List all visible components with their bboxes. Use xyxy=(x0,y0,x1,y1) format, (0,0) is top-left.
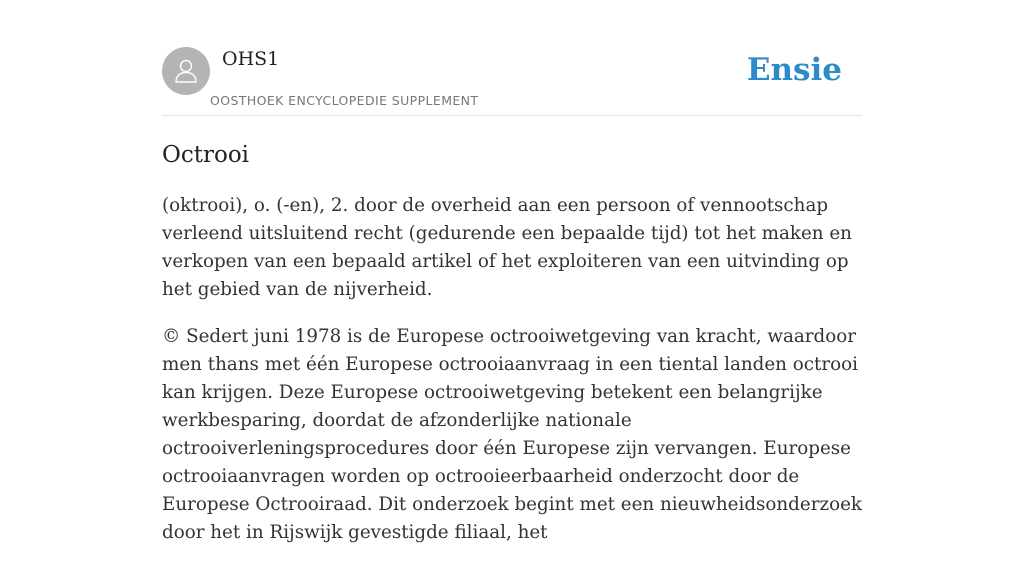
brand-logo[interactable]: Ensie xyxy=(746,52,842,88)
article-paragraph: © Sedert juni 1978 is de Europese octrooiwetgeving van kracht, waardoor men thans met één Europese octrooiaanvraag in een tiental landen octrooi kan krijgen. Deze Europese octrooiwetgeving betekent een belangrijke werkbesparing, doordat de afzonderlijke nationale octrooiverleningsprocedures door één Europese zijn vervangen. Europese octrooiaanvragen worden op octrooieerbaarheid onderzocht door de Europese Octrooiraad. Dit onderzoek begint met een nieuwheidsonderzoek door het in Rijswijk gevestigde filiaal, het xyxy=(162,326,862,543)
article-title: Octrooi xyxy=(162,142,250,168)
source-header xyxy=(162,0,862,116)
article-paragraph: (oktrooi), o. (-en), 2. door de overheid aan een persoon of vennootschap verleend uitsluitend recht (gedurende een bepaalde tijd) tot het maken en verkopen van een bepaald artikel of het exploiteren van een uitvinding op het gebied van de nijverheid. xyxy=(162,195,852,300)
article-body xyxy=(162,192,864,566)
source-name[interactable]: OOSTHOEK ENCYCLOPEDIE SUPPLEMENT xyxy=(210,93,479,108)
source-abbreviation[interactable]: OHS1 xyxy=(222,48,280,70)
source-avatar[interactable] xyxy=(162,47,210,95)
user-icon xyxy=(171,56,201,86)
